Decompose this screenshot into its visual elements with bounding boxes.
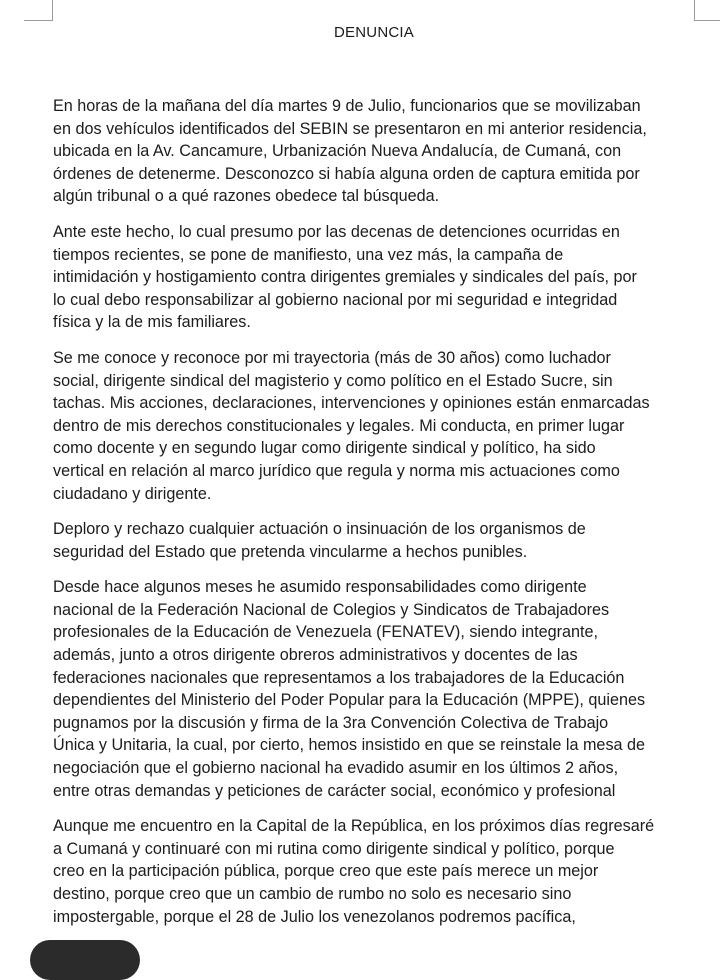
text-line: lo cual debo responsabilizar al gobierno nacional por mi seguridad e integridad (53, 290, 618, 309)
text-line: tachas. Mis acciones, declaraciones, intervenciones y opiniones están enmarcadas (53, 394, 650, 413)
text-line: impostergable, porque el 28 de Julio los venezolanos podremos pacífica, (53, 907, 576, 926)
text-line: física y la de mis familiares. (53, 313, 251, 332)
text-line: destino, porque creo que un cambio de rumbo no solo es necesario sino (53, 885, 572, 903)
text-line: a Cumaná y continuaré con mi rutina como dirigente sindical y político, porque (53, 839, 615, 858)
text-line: ubicada en la Av. Cancamure, Urbanización Nueva Andalucía, de Cumaná, con (53, 142, 622, 161)
text-line: dependientes del Ministerio del Poder Popular para la Educación (MPPE), quienes (53, 691, 646, 710)
paragraph (53, 518, 693, 563)
text-line: en dos vehículos identificados del SEBIN se presentaron en mi anterior residencia, (53, 119, 647, 138)
text-line: Se me conoce y reconoce por mi trayectoria (más de 30 años) como luchador (53, 348, 611, 367)
text-line: ciudadano y dirigente. (53, 484, 212, 503)
text-line: pugnamos por la discusión y firma de la 3ra Convención Colectiva de Trabajo (53, 713, 609, 732)
paragraph (53, 576, 693, 802)
text-line: creo en la participación pública, porque creo que este país merece un mejor (53, 862, 599, 881)
paragraph (53, 221, 693, 334)
text-line: nacional de la Federación Nacional de Colegios y Sindicatos de Trabajadores (53, 600, 610, 619)
paragraph (53, 95, 693, 208)
text-line: además, junto a otros dirigente obreros administrativos y docentes de las (53, 646, 578, 665)
text-line: Desde hace algunos meses he asumido responsabilidades como dirigente (53, 578, 587, 597)
text-line: En horas de la mañana del día martes 9 de Julio, funcionarios que se movilizaban (53, 97, 641, 115)
text-line: tiempos recientes, se pone de manifiesto, una vez más, la campaña de (53, 245, 564, 264)
text-line: como docente y en segundo lugar como dirigente sindical y político, ha sido (53, 439, 596, 458)
text-line: intimidación y hostigamiento contra dirigentes gremiales y sindicales del país, por (53, 268, 637, 287)
text-line: Deploro y rechazo cualquier actuación o insinuación de los organismos de (53, 520, 586, 539)
text-line: profesionales de la Educación de Venezuela (FENATEV), siendo integrante, (53, 623, 599, 642)
paragraph (53, 815, 693, 928)
text-line: vertical en relación al marco jurídico que regula y norma mis actuaciones como (53, 461, 620, 480)
text-line: seguridad del Estado que pretenda vincularme a hechos punibles. (53, 542, 528, 561)
page-corner-mark-right (694, 0, 720, 21)
text-line: dentro de mis derechos constitucionales y legales. Mi conducta, en primer lugar (53, 416, 625, 435)
text-line: social, dirigente sindical del magisterio y como político en el Estado Sucre, sin (53, 371, 613, 390)
paragraph (53, 347, 693, 505)
text-line: Única y Unitaria, la cual, por cierto, hemos insistido en que se reinstale la mesa de (53, 736, 646, 755)
document-body (53, 95, 693, 941)
text-line: entre otras demandas y peticiones de carácter social, económico y profesional (53, 781, 616, 800)
text-line: federaciones nacionales que representamos a los trabajadores de la Educación (53, 668, 625, 687)
text-line: algún tribunal o a qué razones obedece tal búsqueda. (53, 187, 440, 206)
document-title: DENUNCIA (334, 24, 414, 41)
text-line: Ante este hecho, lo cual presumo por las decenas de detenciones ocurridas en (53, 222, 620, 241)
text-line: órdenes de detenerme. Desconozco si había alguna orden de captura emitida por (53, 164, 640, 183)
page-corner-mark-left (24, 0, 53, 21)
text-line: Aunque me encuentro en la Capital de la República, en los próximos días regresaré (53, 817, 655, 836)
floating-action-button[interactable] (30, 940, 140, 980)
text-line: negociación que el gobierno nacional ha evadido asumir en los últimos 2 años, (53, 759, 619, 778)
